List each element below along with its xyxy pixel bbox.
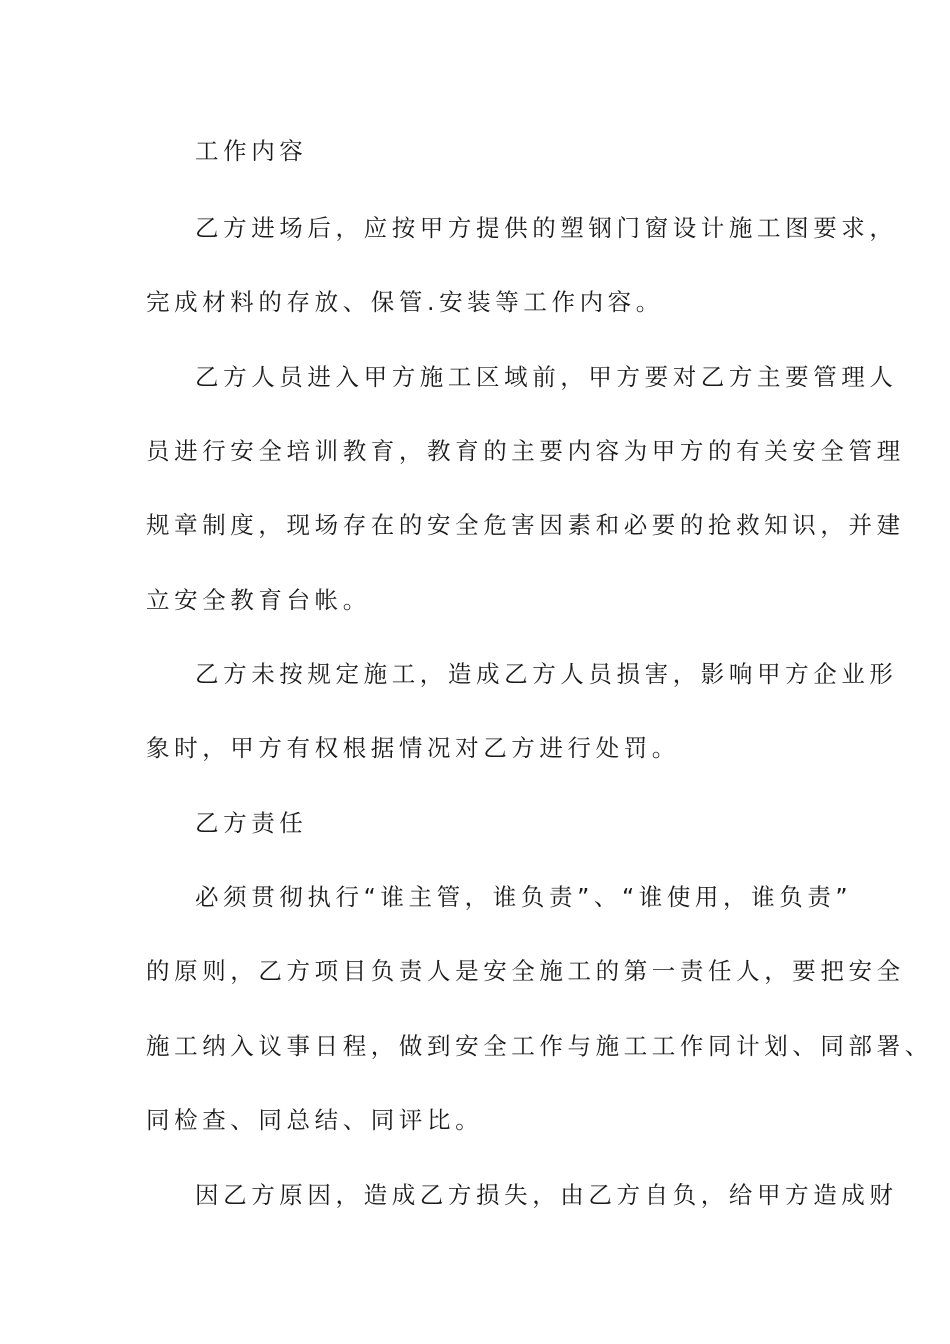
paragraph-line: 同检查、同总结、同评比。 — [146, 1106, 484, 1134]
paragraph-line: 规章制度，现场存在的安全危害因素和必要的抢救知识，并建 — [146, 511, 905, 539]
paragraph-line: 员进行安全培训教育，教育的主要内容为甲方的有关安全管理 — [146, 437, 905, 465]
paragraph-line: 因乙方原因，造成乙方损失，由乙方自负，给甲方造成财 — [195, 1181, 898, 1209]
paragraph-line: 的原则，乙方项目负责人是安全施工的第一责任人，要把安全 — [146, 957, 905, 985]
paragraph-line: 施工纳入议事日程，做到安全工作与施工工作同计划、同部署、 — [146, 1032, 933, 1060]
paragraph-line: 必须贯彻执行“谁主管，谁负责”、“谁使用，谁负责” — [195, 883, 853, 911]
paragraph-line: 象时，甲方有权根据情况对乙方进行处罚。 — [146, 734, 680, 762]
paragraph-line: 乙方人员进入甲方施工区域前，甲方要对乙方主要管理人 — [195, 363, 898, 391]
paragraph-line: 立安全教育台帐。 — [146, 586, 371, 614]
section-heading-work-content: 工作内容 — [195, 137, 308, 165]
section-heading-party-b-responsibility: 乙方责任 — [195, 809, 308, 837]
paragraph-line: 乙方未按规定施工，造成乙方人员损害，影响甲方企业形 — [195, 660, 898, 688]
paragraph-line: 乙方进场后，应按甲方提供的塑钢门窗设计施工图要求， — [195, 214, 898, 242]
paragraph-line: 完成材料的存放、保管.安装等工作内容。 — [146, 288, 664, 316]
